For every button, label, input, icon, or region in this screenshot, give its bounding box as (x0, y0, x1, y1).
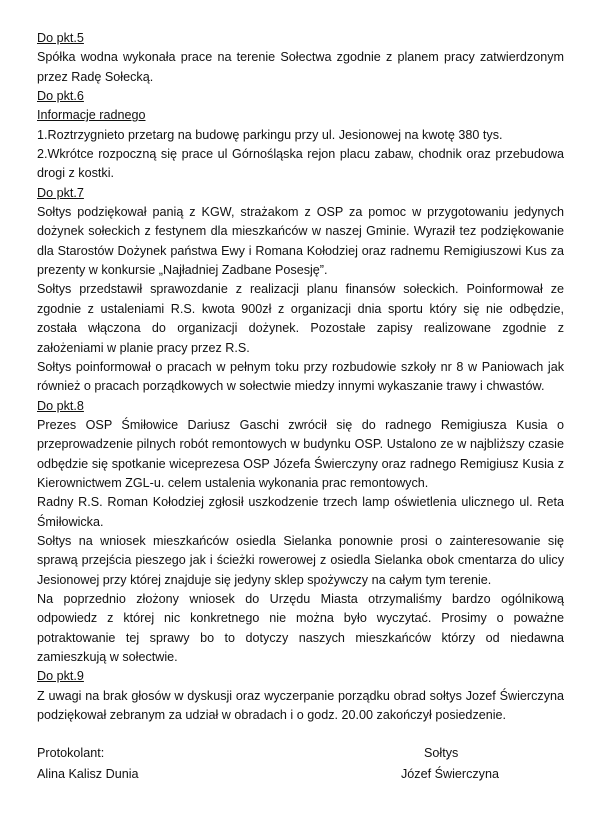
section-pkt9 (37, 667, 564, 725)
paragraph: Radny R.S. Roman Kołodziej zgłosił uszkodzenie trzech lamp oświetlenia ulicznego ul. Reta Śmiłowicka. (37, 495, 564, 529)
paragraph: Sołtys poinformował o pracach w pełnym toku przy rozbudowie szkoły nr 8 w Paniowach jak również o pracach porządkowych w sołectwie miedzy innymi wykaszanie trawy i chwastów. (37, 359, 564, 394)
section-pkt8 (37, 397, 564, 668)
paragraph: Prezes OSP Śmiłowice Dariusz Gaschi zwrócił się do radnego Remigiusza Kusia o przeprowadzenie pilnych robót remontowych w budynku OSP. Ustalono ze w najbliższy czasie odbędzie się spotkanie wiceprezesa OSP Józefa Świerczyny oraz radnego Remigiusz Kusia z Kierownictwem ZGL-u. celem ustalenia wykonania prac remontowych. (37, 417, 564, 490)
soltys-name: Józef Świerczyna (401, 767, 499, 781)
section-heading: Do pkt.8 (37, 398, 84, 413)
section-pkt7 (37, 184, 564, 397)
paragraph: Sołtys na wniosek mieszkańców osiedla Sielanka ponownie prosi o zainteresowanie się sprawą przejścia pieszego jak i ścieżki rowerowej z osiedla Sielanka obok cmentarza do ulicy Jesionowej przy której znajduje się jedyny sklep spożywczy na całym tym terenie. (37, 533, 564, 587)
section-heading: Do pkt.5 (37, 31, 84, 45)
recorder-title: Protokolant: (37, 746, 105, 760)
paragraph: Z uwagi na brak głosów w dyskusji oraz wyczerpanie porządku obrad sołtys Jozef Świerczyna podziękował zebranym za udział w obradach i o godz. 20.00 zakończył posiedzenie. (37, 688, 564, 723)
minutes-body (37, 29, 564, 725)
section-heading: Do pkt.6 (37, 89, 84, 104)
signature-names (37, 765, 564, 786)
section-heading: Do pkt.9 (37, 669, 84, 684)
section-pkt6 (37, 87, 564, 184)
section-subheading: Informacje radnego (37, 108, 146, 123)
section-pkt5 (37, 29, 564, 87)
recorder-name: Alina Kalisz Dunia (37, 767, 139, 781)
signature-titles (37, 744, 564, 765)
paragraph: Spółka wodna wykonała prace na terenie Sołectwa zgodnie z planem pracy zatwierdzonym przez Radę Sołecką. (37, 50, 564, 84)
paragraph: Sołtys podziękował panią z KGW, strażakom z OSP za pomoc w przygotowaniu jedynych dożynek sołeckich z festynem dla mieszkańców w naszej Gminie. Wyraził tez podziękowanie dla Starostów Dożynek państwa Ewy i Romana Kołodziej oraz radnemu Remigiuszowi Kus za prezenty w konkursie „Najładniej Zadbane Posesję”. (37, 205, 564, 278)
signature-block (37, 744, 564, 786)
paragraph: 2.Wkrótce rozpoczną się prace ul Górnośląska rejon placu zabaw, chodnik oraz przebudowa drogi z kostki. (37, 147, 564, 181)
soltys-title: Sołtys (424, 746, 459, 760)
section-heading: Do pkt.7 (37, 185, 84, 200)
paragraph: Na poprzednio złożony wniosek do Urzędu Miasta otrzymaliśmy bardzo ogólnikową odpowiedz z której nic konkretnego nie można było wyczytać. Prosimy o poważne potraktowanie tej sprawy bo to dotyczy naszych mieszkańców którzy od niedawna zamieszkują w sołectwie. (37, 591, 564, 664)
paragraph: 1.Roztrzygnieto przetarg na budowę parkingu przy ul. Jesionowej na kwotę 380 tys. (37, 127, 503, 142)
paragraph: Sołtys przedstawił sprawozdanie z realizacji planu finansów sołeckich. Poinformował ze zgodnie z ustaleniami R.S. kwota 900zł z organizacji dnia sportu który się nie odbędzie, została włączona do organizacji dożynek. Pozostałe zapisy realizowane zgodnie z założeniami w planie pracy przez R.S. (37, 282, 564, 355)
